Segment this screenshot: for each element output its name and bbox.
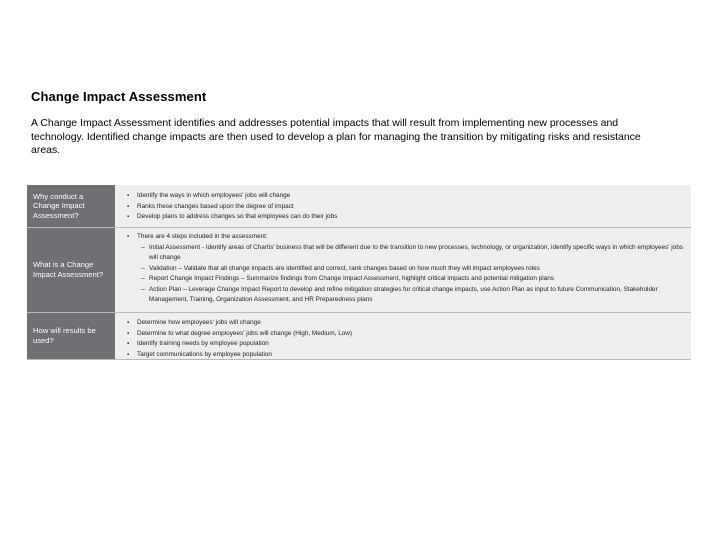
table-row-how: [27, 313, 691, 360]
dash-icon: –: [141, 243, 145, 251]
list-item: ▪ Determine how employees' jobs will change: [127, 318, 683, 329]
table-row-why: [27, 185, 691, 228]
list-item: ▪ Identify training needs by employee population: [127, 339, 683, 350]
bullet-icon: ▪: [127, 193, 130, 199]
step-item: – Report Change Impact Findings – Summarize findings from Change Impact Assessment, highlight critical impacts and potential mitigation plans: [127, 274, 683, 285]
assessment-table: [27, 185, 691, 360]
page-title: Change Impact Assessment: [31, 89, 207, 104]
list-item: ▪ There are 4 steps included in the assessment:: [127, 232, 683, 243]
table-row-what: [27, 228, 691, 313]
step-item: – Action Plan – Leverage Change Impact Report to develop and refine mitigation strategies for critical change impacts, use Action Plan as input to future Communication, Stakeholder Management, Training, Organization Assessment, and HR Preparedness plans: [127, 285, 683, 306]
list-item: ▪ Target communications by employee population: [127, 350, 683, 361]
list-item: ▪ Determine to what degree employees' jobs will change (High, Medium, Low): [127, 329, 683, 340]
dash-icon: –: [141, 264, 145, 272]
bullet-icon: ▪: [127, 320, 130, 326]
step-item: – Initial Assessment - Identify areas of Chartis' business that will be different due to the transition to new processes, technology, or organization, identify specific ways in which employees' jobs will change: [127, 243, 683, 264]
list-item: ▪ Ranks these changes based upon the degree of impact: [127, 202, 683, 213]
row-question: How will results be used?: [27, 313, 115, 359]
bullet-icon: ▪: [127, 341, 130, 347]
row-answer: [115, 313, 691, 359]
row-question: What is a Change Impact Assessment?: [27, 228, 115, 312]
list-item: ▪ Develop plans to address changes so that employees can do their jobs: [127, 212, 683, 223]
bullet-icon: ▪: [127, 330, 130, 337]
bullet-icon: ▪: [127, 203, 130, 210]
row-answer: [115, 228, 691, 312]
row-answer: [115, 185, 691, 227]
list-item: ▪ Identify the ways in which employees' jobs will change: [127, 191, 683, 202]
intro-paragraph: A Change Impact Assessment identifies and addresses potential impacts that will result from implementing new processes and technology. Identified change impacts are then used to develop a plan for managing the transition by mitigating risks and resistance areas.: [31, 117, 641, 156]
step-item: – Validation – Validate that all change impacts are identified and correct, rank changes based on how much they will impact employees roles: [127, 264, 683, 275]
row-question: Why conduct a Change Impact Assessment?: [27, 185, 115, 227]
dash-icon: –: [141, 275, 145, 282]
bullet-icon: ▪: [127, 351, 130, 358]
dash-icon: –: [141, 285, 145, 293]
bullet-icon: ▪: [127, 214, 130, 220]
bullet-icon: ▪: [127, 234, 130, 240]
